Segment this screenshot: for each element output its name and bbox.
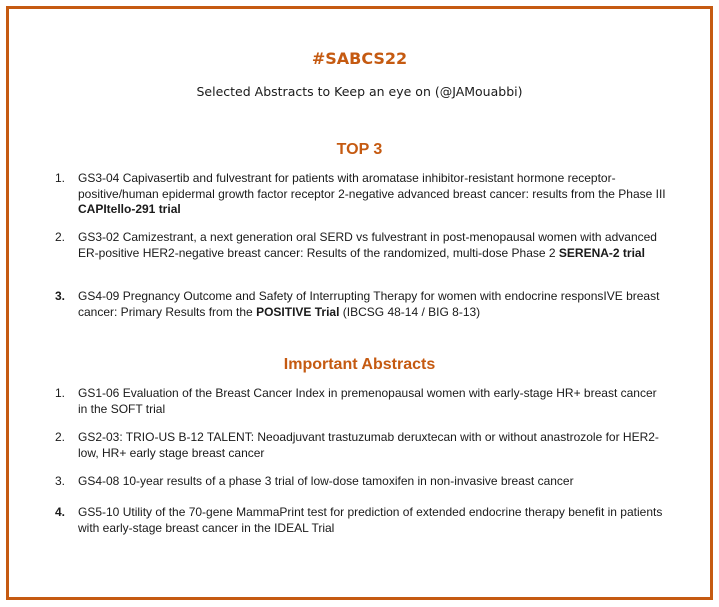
document-frame	[6, 6, 713, 600]
hashtag-heading: #SABCS22	[311, 49, 408, 68]
top3-heading: TOP 3	[336, 141, 383, 158]
item-text: GS4-09 Pregnancy Outcome and Safety of Interrupting Therapy for women with endocrine responsIVE breast cancer: Primary Results from the POSITIVE Trial (IBCSG 48-14 / BIG 8-13)	[78, 289, 660, 319]
item-number: 4.	[55, 505, 66, 519]
item-number: 1.	[55, 171, 66, 185]
trial-name: POSITIVE Trial	[256, 304, 340, 319]
subtitle: Selected Abstracts to Keep an eye on (@JAMouabbi)	[196, 84, 523, 99]
item-text: GS5-10 Utility of the 70-gene MammaPrint test for prediction of extended endocrine therapy benefit in patients with early-stage breast cancer in the IDEAL Trial	[78, 505, 663, 535]
item-text: GS3-02 Camizestrant, a next generation oral SERD vs fulvestrant in post-menopausal women with advanced ER-positive HER2-negative breast cancer: Results of the randomized, multi-dose Phase 2 SERENA-2 trial	[78, 230, 657, 260]
item-text: GS2-03: TRIO-US B-12 TALENT: Neoadjuvant trastuzumab deruxtecan with or without anastrozole for HER2-low, HR+ early stage breast cancer	[78, 430, 659, 460]
item-number: 3.	[55, 474, 66, 488]
item-number: 2.	[55, 430, 66, 444]
item-text: GS1-06 Evaluation of the Breast Cancer Index in premenopausal women with early-stage HR+ breast cancer in the SOFT trial	[78, 386, 657, 416]
trial-name: CAPItello-291 trial	[78, 202, 181, 216]
item-number: 2.	[55, 230, 66, 244]
trial-name: SERENA-2 trial	[558, 245, 645, 260]
item-text: GS4-08 10-year results of a phase 3 trial of low-dose tamoxifen in non-invasive breast cancer	[78, 474, 574, 488]
item-number: 1.	[55, 386, 66, 400]
item-text: GS3-04 Capivasertib and fulvestrant for patients with aromatase inhibitor-resistant hormone receptor-positive/human epidermal growth factor receptor 2-negative advanced breast cancer: results from the Phase III CAPItello-291 trial	[78, 171, 666, 216]
important-abstracts-heading: Important Abstracts	[283, 356, 436, 373]
item-number: 3.	[55, 289, 66, 303]
